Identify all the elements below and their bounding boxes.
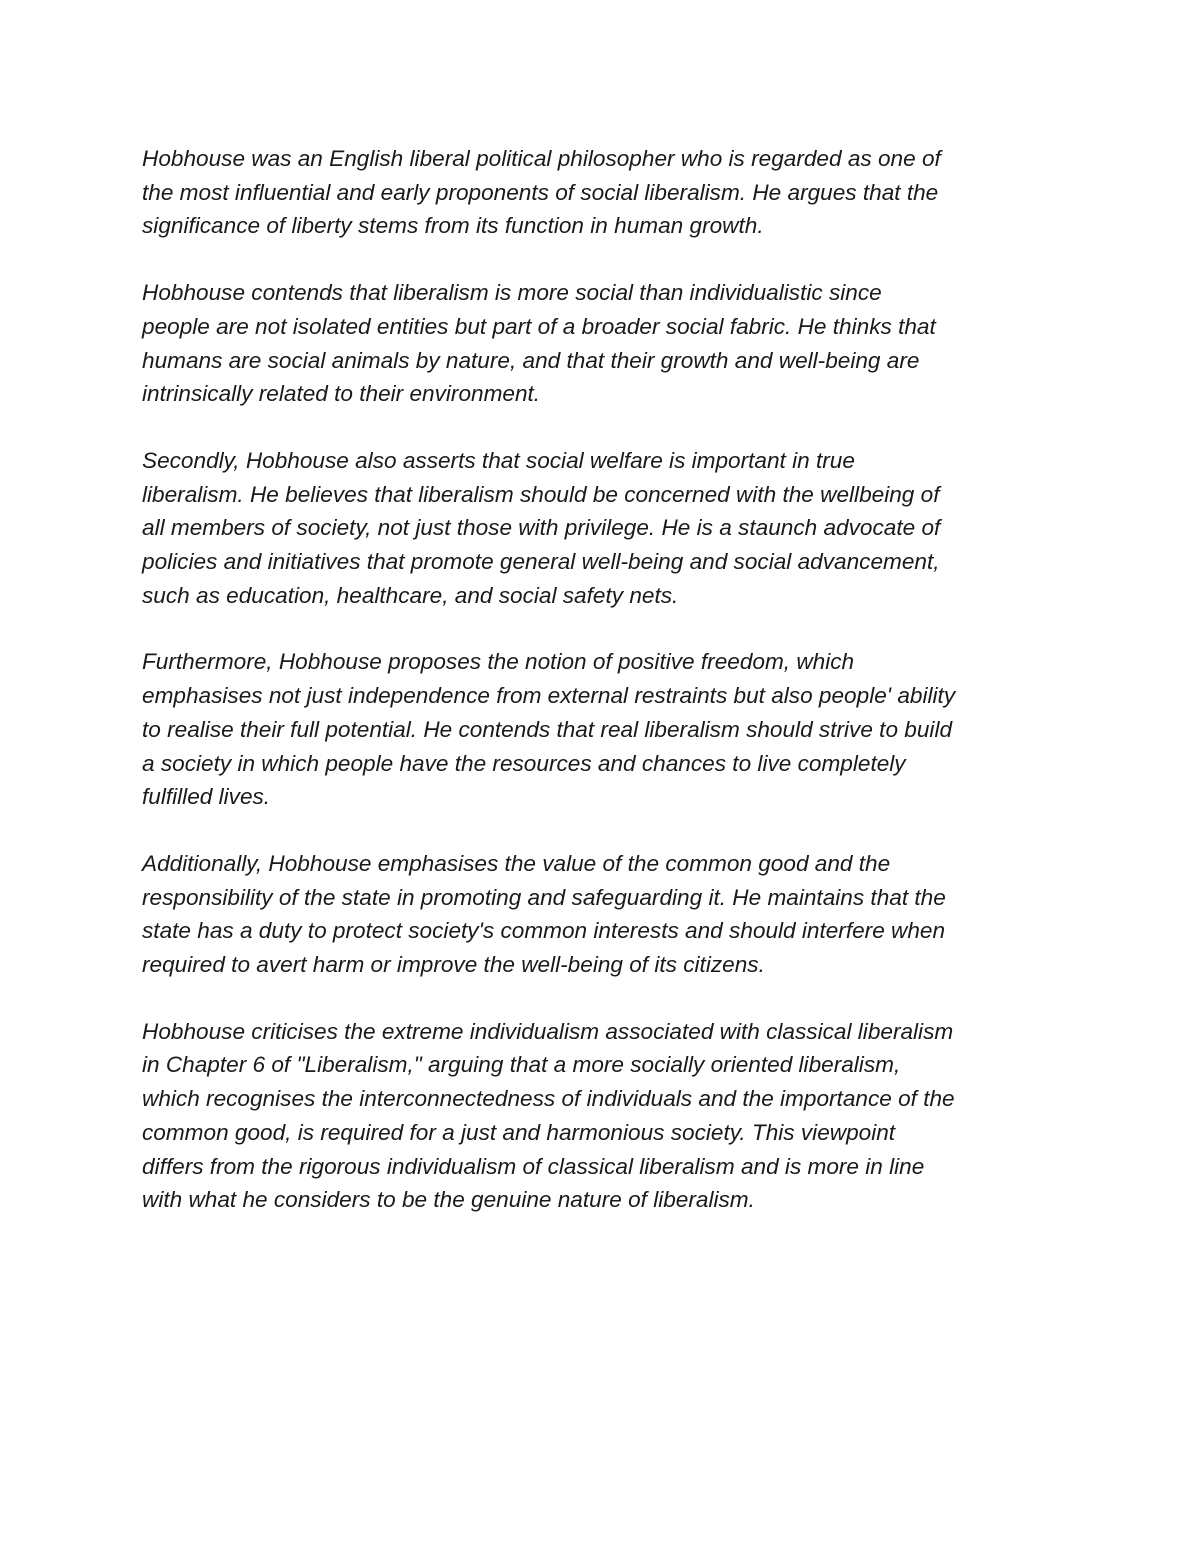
text-line: responsibility of the state in promoting and safeguarding it. He maintains that the <box>142 884 946 910</box>
text-line: common good, is required for a just and harmonious society. This viewpoint <box>142 1119 896 1145</box>
text-line: which recognises the interconnectedness of individuals and the importance of the <box>142 1086 955 1112</box>
text-line: Hobhouse criticises the extreme individualism associated with classical liberalism <box>142 1018 954 1044</box>
text-line: state has a duty to protect society's common interests and should interfere when <box>142 918 946 944</box>
text-line: all members of society, not just those with privilege. He is a staunch advocate of <box>142 515 941 541</box>
text-line: with what he considers to be the genuine nature of liberalism. <box>142 1187 755 1213</box>
text-line: Secondly, Hobhouse also asserts that social welfare is important in true <box>142 447 855 473</box>
text-line: liberalism. He believes that liberalism should be concerned with the wellbeing of <box>142 481 940 507</box>
paragraph <box>142 444 1072 613</box>
text-line: Furthermore, Hobhouse proposes the notion of positive freedom, which <box>142 649 855 675</box>
text-line: to realise their full potential. He contends that real liberalism should strive to build <box>142 716 953 742</box>
paragraph <box>142 645 1072 814</box>
text-line: intrinsically related to their environment. <box>142 381 541 407</box>
document-body <box>142 142 1072 1250</box>
text-line: Hobhouse was an English liberal political philosopher who is regarded as one of <box>142 146 941 171</box>
text-line: required to avert harm or improve the well-being of its citizens. <box>142 952 765 978</box>
text-line: policies and initiatives that promote general well-being and social advancement, <box>142 549 940 575</box>
paragraph <box>142 847 1072 982</box>
text-line: a society in which people have the resources and chances to live completely <box>142 750 906 776</box>
paragraph <box>142 276 1072 411</box>
paragraph <box>142 1015 1072 1217</box>
text-line: fulfilled lives. <box>142 784 271 810</box>
text-line: differs from the rigorous individualism of classical liberalism and is more in line <box>142 1153 925 1179</box>
text-line: people are not isolated entities but part of a broader social fabric. He thinks that <box>142 313 936 339</box>
text-line: the most influential and early proponents of social liberalism. He argues that the <box>142 179 939 205</box>
text-line: significance of liberty stems from its function in human growth. <box>142 213 764 239</box>
text-line: in Chapter 6 of "Liberalism," arguing that a more socially oriented liberalism, <box>142 1052 901 1078</box>
text-line: Additionally, Hobhouse emphasises the value of the common good and the <box>142 850 891 876</box>
text-line: such as education, healthcare, and social safety nets. <box>142 582 679 608</box>
text-line: Hobhouse contends that liberalism is more social than individualistic since <box>142 280 882 306</box>
text-line: emphasises not just independence from external restraints but also people' ability <box>142 683 956 709</box>
paragraph <box>142 142 1072 243</box>
text-line: humans are social animals by nature, and that their growth and well-being are <box>142 347 920 373</box>
